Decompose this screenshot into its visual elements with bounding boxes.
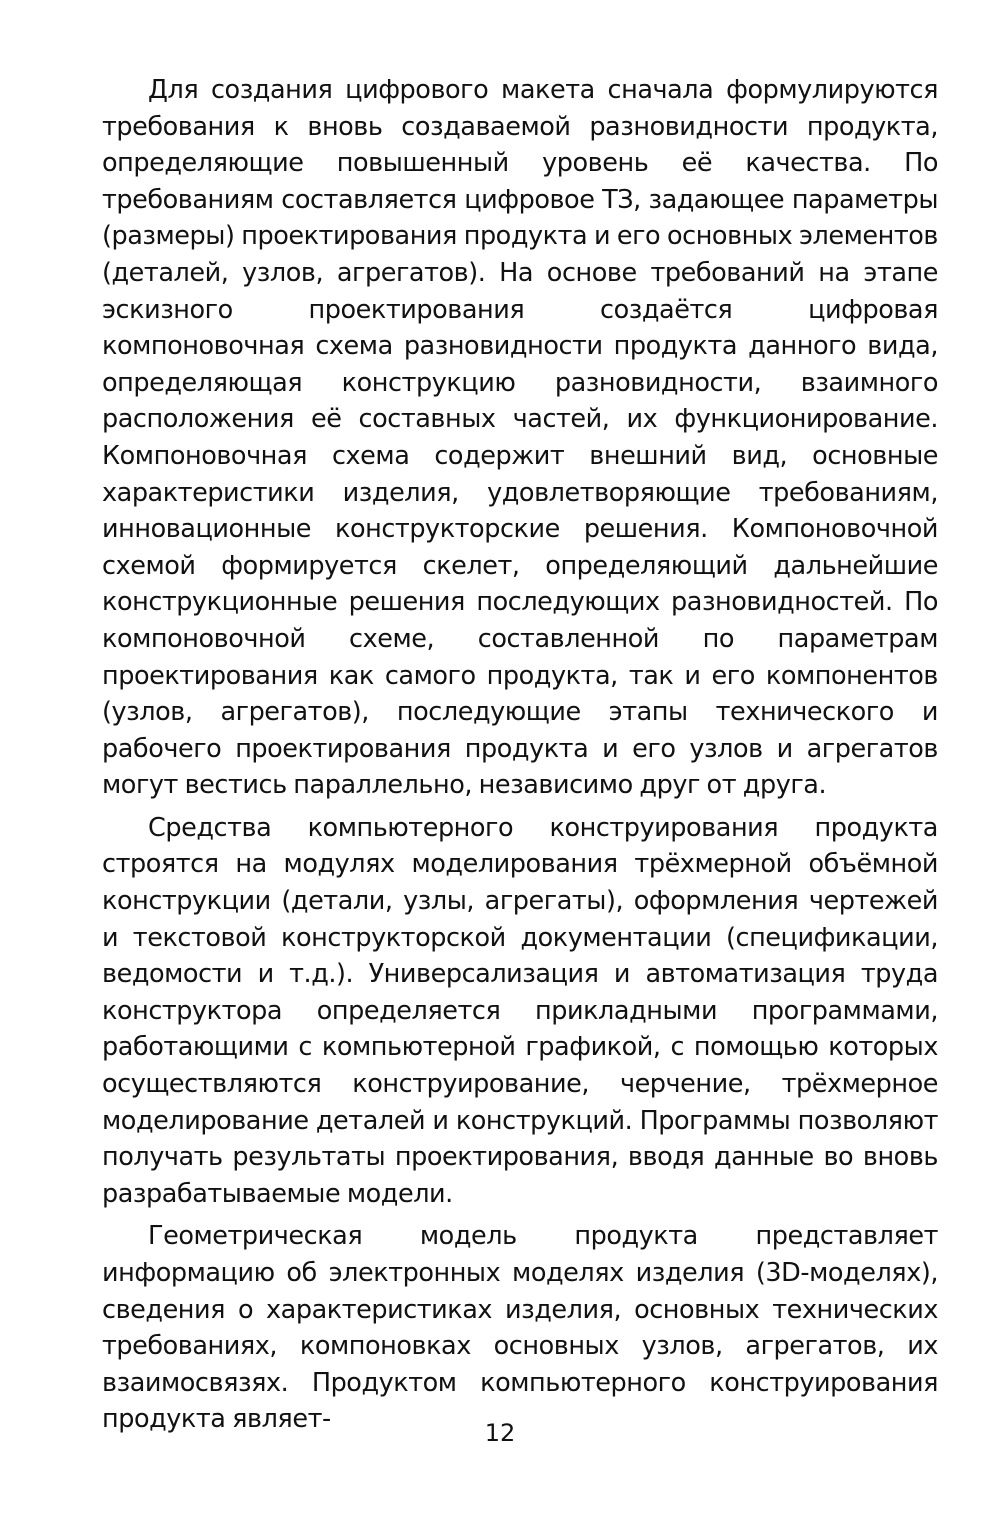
- document-page: [102, 72, 938, 1452]
- paragraph-2: Средства компьютерного конструирования продукта строятся на модулях моделирования трёхмерной объёмной конструкции (детали, узлы, агрегаты), оформления чертежей и текстовой конструкторской документации (спецификации, ведомости и т.д.). Универсализация и автоматизация труда конструктора определяется прикладными программами, работающими с компьютерной графикой, с помощью которых осуществляются конструирование, черчение, трёхмерное моделирование деталей и конструкций. Программы позволяют получать результаты проектирования, вводя данные во вновь разрабатываемые модели.: [102, 812, 938, 1209]
- paragraph-1: Для создания цифрового макета сначала формулируются требования к вновь создаваемой разновидности продукта, определяющие повышенный уровень её качества. По требованиям составляется цифровое ТЗ, задающее параметры (размеры) проектирования продукта и его основных элементов (деталей, узлов, агрегатов). На основе требований на этапе эскизного проектирования создаётся цифровая компоновочная схема разновидности продукта данного вида, определяющая конструкцию разновидности, взаимного расположения её составных частей, их функционирование. Компоновочная схема содержит внешний вид, основные характеристики изделия, удовлетворяющие требованиям, инновационные конструкторские решения. Компоновочной схемой формируется скелет, определяющий дальнейшие конструкционные решения последующих разновидностей. По компоновочной схеме, составленной по параметрам проектирования как самого продукта, так и его компонентов (узлов, агрегатов), последующие этапы технического и рабочего проектирования продукта и его узлов и агрегатов могут вестись параллельно, независимо друг от друга.: [102, 75, 938, 801]
- body-text: [102, 72, 938, 1438]
- page-number: 12: [484, 1419, 516, 1447]
- paragraph-3: Геометрическая модель продукта представляет информацию об электронных моделях изделия (3D-моделях), сведения о характеристиках изделия, основных технических требованиях, компоновках основных узлов, агрегатов, их взаимосвязях. Продуктом компьютерного конструирования продукта являет-: [102, 1221, 938, 1435]
